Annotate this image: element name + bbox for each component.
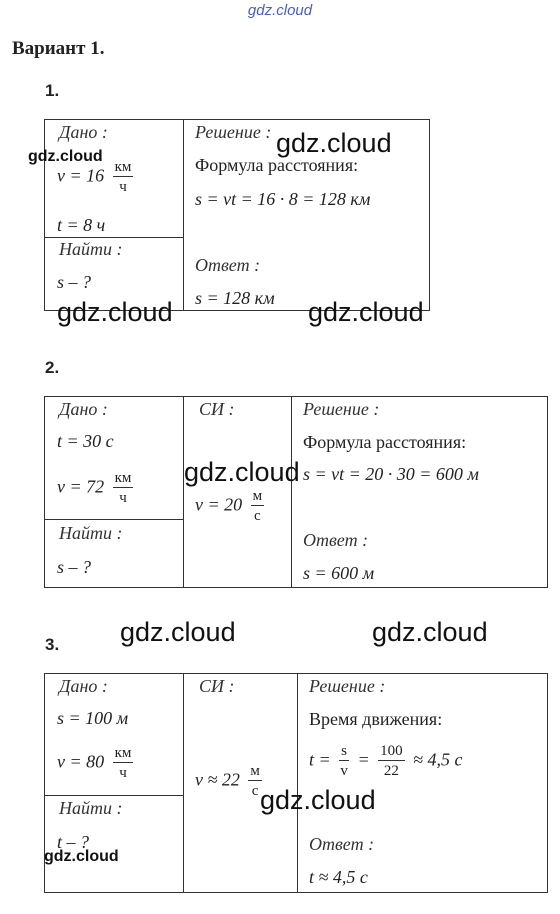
given-label: Дано : — [59, 676, 108, 696]
find-label: Найти : — [59, 798, 123, 818]
find-label: Найти : — [59, 523, 123, 543]
given-value: v = 80 $\frac{км}{ч}$ — [57, 745, 132, 781]
solution-label: Решение : — [309, 676, 386, 696]
watermark: gdz.cloud — [260, 785, 376, 815]
find-value: s – ? — [57, 272, 92, 292]
si-value: v = 20 $\frac{м}{с}$ — [195, 488, 263, 524]
answer-value: s = 128 км — [195, 288, 275, 308]
watermark: gdz.cloud — [308, 297, 424, 327]
watermark: gdz.cloud — [57, 297, 173, 327]
given-value: t = 8 ч — [57, 215, 106, 235]
solution-title: Формула расстояния: — [195, 155, 359, 175]
si-value: v ≈ 22 $\frac{м}{с}$ — [195, 763, 260, 799]
given-value: v = 16 $\frac{км}{ч}$ — [57, 159, 132, 195]
si-label: СИ : — [199, 399, 235, 419]
problem-table — [44, 673, 548, 893]
watermark: gdz.cloud — [44, 848, 119, 865]
answer-label: Ответ : — [303, 530, 369, 550]
variant-heading: Вариант 1. — [12, 38, 105, 59]
find-value: t – ? — [57, 832, 90, 852]
watermark-top: gdz.cloud — [247, 2, 313, 19]
solution-label: Решение : — [303, 399, 380, 419]
watermark: gdz.cloud — [28, 148, 103, 165]
find-label: Найти : — [59, 239, 123, 259]
given-value: v = 72 $\frac{км}{ч}$ — [57, 470, 132, 506]
answer-label: Ответ : — [195, 255, 261, 275]
problem-number: 3. — [45, 635, 60, 654]
solution-formula: t = $\frac{s}{v}$ = $\frac{100}{22}$ ≈ 4,5 с — [309, 743, 463, 779]
given-label: Дано : — [59, 122, 108, 142]
answer-value: t ≈ 4,5 с — [309, 867, 368, 887]
watermark: gdz.cloud — [120, 617, 236, 647]
watermark: gdz.cloud — [184, 457, 300, 487]
problem-number: 2. — [45, 358, 60, 377]
given-value: s = 100 м — [57, 708, 129, 728]
watermark: gdz.cloud — [372, 617, 488, 647]
answer-label: Ответ : — [309, 834, 375, 854]
solution-title: Формула расстояния: — [303, 432, 467, 452]
given-label: Дано : — [59, 399, 108, 419]
problem-number: 1. — [45, 81, 60, 100]
solution-title: Время движения: — [309, 709, 443, 729]
solution-label: Решение : — [195, 122, 272, 142]
given-value: t = 30 с — [57, 431, 114, 451]
solution-formula: s = vt = 20 · 30 = 600 м — [303, 464, 479, 484]
si-label: СИ : — [199, 676, 235, 696]
answer-value: s = 600 м — [303, 563, 375, 583]
solution-formula: s = vt = 16 · 8 = 128 км — [195, 189, 371, 209]
problem-table — [44, 396, 548, 588]
find-value: s – ? — [57, 557, 92, 577]
watermark: gdz.cloud — [276, 128, 392, 158]
